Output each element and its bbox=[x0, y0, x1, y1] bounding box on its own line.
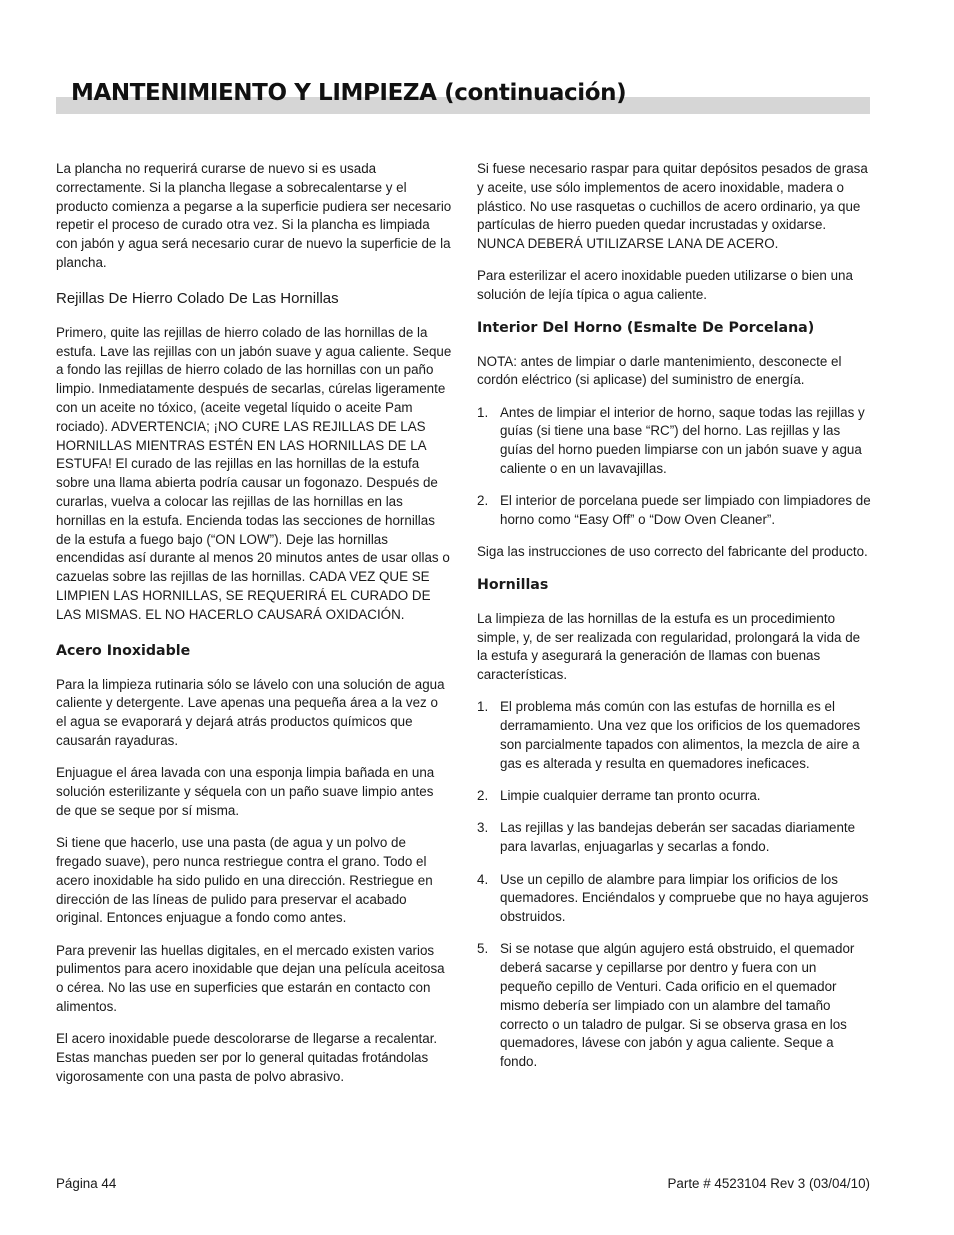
intro-paragraph: La plancha no requerirá curarse de nuevo si es usada correctamente. Si la plancha llegase a sobrecalentarse y el producto comienza a pegarse a la superficie pudiera ser necesario repetir el proceso de curado otra vez. Si la plancha es limpiada con jabón y agua será necesario curar de nuevo la superficie de la plancha. bbox=[56, 161, 452, 270]
right-column bbox=[477, 160, 872, 1085]
rejillas-paragraph: Primero, quite las rejillas de hierro colado de las hornillas de la estufa. Lave las rejillas con un jabón suave y agua caliente. Seque a fondo las rejillas de hierro colado de las hornillas con un paño limpio. Inmediatamente después de secarlas, cúrelas ligeramente con un aceite no tóxico, (aceite vegetal líquido o aceite Pam rociado). ADVERTENCIA; ¡NO CURE LAS REJILLAS DE LAS HORNILLAS MIENTRAS ESTÉN EN LAS HORNILLAS DE LA ESTUFA! El curado de las rejillas en las hornillas de la estufa sobre una llama abierta podría causar un fogonazo. Después de curarlas, vuelva a colocar las rejillas de las hornillas en las hornillas en la estufa. Encienda todas las secciones de hornillas de la estufa a fuego bajo (“ON LOW”). Deje las hornillas encendidas así durante al menos 20 minutos antes de usar ollas o cazuelas sobre las rejillas de las hornillas. CADA VEZ QUE SE LIMPIEN LAS HORNILLAS, SE REQUERIRÁ EL CURADO DE LAS MISMAS. EL NO HACERLO CAUSARÁ OXIDACIÓN. bbox=[56, 324, 452, 622]
list-number: 1. bbox=[477, 699, 489, 715]
list-text: Si se notase que algún agujero está obstruido, el quemador deberá sacarse y cepillarse por dentro y fuera con un pequeño cepillo de Venturi. Cada orificio en el quemador mismo debería ser limpiado con un alambre del tamaño correcto o un taladro de pulgar. Si se observa grasa en los quemadores, lávese con jabón y agua caliente. Seque a fondo. bbox=[500, 941, 855, 1070]
acero-paragraph-4: Para prevenir las huellas digitales, en el mercado existen varios pulimentos para acero inoxidable que dejan una película aceitosa o cérea. No las use en superficies que estarán en contacto con alimentos. bbox=[56, 942, 445, 1014]
list-text: Antes de limpiar el interior de horno, saque todas las rejillas y guías (si tiene una base “RC”) del horno. Las rejillas y las guías del horno pueden limpiarse con un jabón suave y agua caliente o en un lavavajillas. bbox=[500, 404, 865, 477]
list-text: El interior de porcelana puede ser limpiado con limpiadores de horno como “Easy Off” o “Dow Oven Cleaner”. bbox=[500, 493, 871, 528]
list-text: Use un cepillo de alambre para limpiar los orificios de los quemadores. Enciéndalos y compruebe que no haya agujeros obstruidos. bbox=[500, 871, 869, 925]
section-heading-interior: Interior Del Horno (Esmalte De Porcelana) bbox=[477, 319, 815, 336]
esterilizar-paragraph: Para esterilizar el acero inoxidable pueden utilizarse o bien una solución de lejía típica o agua caliente. bbox=[477, 268, 853, 303]
raspar-paragraph: Si fuese necesario raspar para quitar depósitos pesados de grasa y aceite, use sólo implementos de acero inoxidable, madera o plástico. No use rasquetas o cuchillos de acero ordinario, ya que partículas de hierro pueden quedar incrustadas y oxidarse. NUNCA DEBERÁ UTILIZARSE LANA DE ACERO. bbox=[477, 161, 868, 252]
page-number: Página 44 bbox=[56, 1176, 117, 1191]
hornillas-list bbox=[477, 698, 872, 1072]
list-item bbox=[477, 404, 872, 479]
list-text: El problema más común con las estufas de hornilla es el derramamiento. Una vez que los orificios de los quemadores son parcialmente tapados con alimentos, la mezcla de aire a gas es alterada y resulta en quemadores ineficaces. bbox=[500, 699, 861, 771]
section-heading-hornillas: Hornillas bbox=[477, 576, 549, 593]
acero-paragraph-5: El acero inoxidable puede descolorarse de llegarse a recalentar. Estas manchas pueden ser por lo general quitadas frotándolas vigorosamente con una pasta de polvo abrasivo. bbox=[56, 1031, 438, 1084]
list-number: 4. bbox=[477, 871, 489, 887]
list-item bbox=[477, 819, 872, 857]
list-number: 5. bbox=[477, 941, 489, 957]
list-number: 2. bbox=[477, 788, 489, 804]
list-item bbox=[477, 940, 872, 1072]
section-heading-acero: Acero Inoxidable bbox=[56, 642, 191, 659]
part-number: Parte # 4523104 Rev 3 (03/04/10) bbox=[667, 1176, 870, 1191]
page-title: MANTENIMIENTO Y LIMPIEZA (continuación) bbox=[71, 80, 627, 106]
list-number: 3. bbox=[477, 820, 489, 836]
list-item bbox=[477, 871, 872, 927]
acero-paragraph-3: Si tiene que hacerlo, use una pasta (de agua y un polvo de fregado suave), pero nunca restriegue contra el grano. Todo el acero inoxidable ha sido pulido en una dirección. Restriegue en dirección de las líneas de pulido para preservar el acabado original. Entonces enjuague a fondo como antes. bbox=[56, 835, 433, 926]
list-text: Las rejillas y las bandejas deberán ser sacadas diariamente para lavarlas, enjuagarlas y secarlas a fondo. bbox=[500, 820, 856, 855]
nota-paragraph: NOTA: antes de limpiar o darle mantenimiento, desconecte el cordón eléctrico (si aplicase) del suministro de energía. bbox=[477, 353, 842, 388]
list-item bbox=[477, 492, 872, 530]
list-number: 2. bbox=[477, 493, 489, 509]
list-item bbox=[477, 787, 872, 806]
section-heading-rejillas: Rejillas De Hierro Colado De Las Hornillas bbox=[56, 289, 339, 307]
left-column bbox=[56, 160, 452, 1100]
acero-paragraph-1: Para la limpieza rutinaria sólo se lávelo con una solución de agua caliente y detergente. Lave apenas una pequeña área a la vez o el agua se evaporará y dejará atrás productos químicos que causarán rayaduras. bbox=[56, 676, 445, 748]
acero-paragraph-2: Enjuague el área lavada con una esponja limpia bañada en una solución esterilizante y séquela con un paño suave limpio antes de que se seque por sí misma. bbox=[56, 765, 435, 818]
list-item bbox=[477, 698, 872, 773]
list-number: 1. bbox=[477, 404, 489, 420]
list-text: Limpie cualquier derrame tan pronto ocurra. bbox=[500, 788, 761, 804]
hornillas-paragraph: La limpieza de las hornillas de la estufa es un procedimiento simple, y, de ser realizada con regularidad, prolongará la vida de la estufa y asegurará la generación de llamas con buenas características. bbox=[477, 610, 861, 683]
siga-paragraph: Siga las instrucciones de uso correcto del fabricante del producto. bbox=[477, 544, 868, 560]
interior-list bbox=[477, 404, 872, 530]
